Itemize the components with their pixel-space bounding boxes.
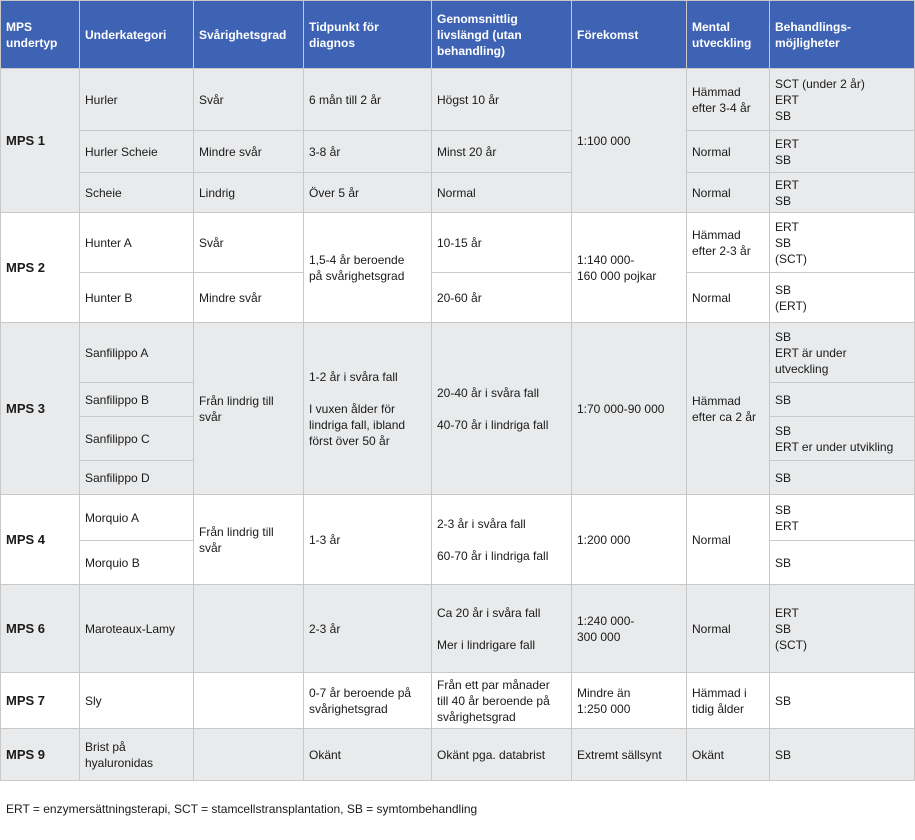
treatment-cell: SB (ERT) bbox=[770, 273, 915, 323]
diagnosis-cell: 6 mån till 2 år bbox=[304, 69, 432, 131]
diagnosis-cell: 2-3 år bbox=[304, 585, 432, 673]
mps-subtype-cell: MPS 2 bbox=[1, 213, 80, 323]
mental-cell: Normal bbox=[687, 585, 770, 673]
subcategory-cell: Morquio A bbox=[80, 495, 194, 541]
diagnosis-cell: 3-8 år bbox=[304, 131, 432, 173]
diagnosis-cell: 1-3 år bbox=[304, 495, 432, 585]
col-header-mental-development: Mental utveckling bbox=[687, 1, 770, 69]
treatment-cell: SB bbox=[770, 729, 915, 781]
treatment-cell: SB bbox=[770, 673, 915, 729]
table-row bbox=[1, 673, 915, 729]
life-cell: Okänt pga. databrist bbox=[432, 729, 572, 781]
subcategory-cell: Morquio B bbox=[80, 541, 194, 585]
diagnosis-cell: Över 5 år bbox=[304, 173, 432, 213]
life-cell: Ca 20 år i svåra fall Mer i lindrigare fall bbox=[432, 585, 572, 673]
subcategory-cell: Sanfilippo D bbox=[80, 461, 194, 495]
col-header-mps-subtype: MPS undertyp bbox=[1, 1, 80, 69]
subcategory-cell: Sanfilippo B bbox=[80, 383, 194, 417]
mps-subtype-cell: MPS 9 bbox=[1, 729, 80, 781]
incidence-cell: 1:200 000 bbox=[572, 495, 687, 585]
col-header-severity: Svårighetsgrad bbox=[194, 1, 304, 69]
subcategory-cell: Sanfilippo C bbox=[80, 417, 194, 461]
table-row bbox=[1, 273, 915, 323]
severity-cell: Lindrig bbox=[194, 173, 304, 213]
mental-cell: Normal bbox=[687, 131, 770, 173]
treatment-cell: ERT SB (SCT) bbox=[770, 213, 915, 273]
subcategory-cell: Sanfilippo A bbox=[80, 323, 194, 383]
incidence-cell: 1:70 000-90 000 bbox=[572, 323, 687, 495]
diagnosis-cell: 1,5-4 år beroende på svårighetsgrad bbox=[304, 213, 432, 323]
table-row bbox=[1, 585, 915, 673]
subcategory-cell: Scheie bbox=[80, 173, 194, 213]
treatment-cell: SB bbox=[770, 383, 915, 417]
table-row bbox=[1, 131, 915, 173]
treatment-cell: ERT SB bbox=[770, 131, 915, 173]
subcategory-cell: Hurler bbox=[80, 69, 194, 131]
mps-subtype-cell: MPS 7 bbox=[1, 673, 80, 729]
mental-cell: Hämmad efter 3-4 år bbox=[687, 69, 770, 131]
treatment-cell: SCT (under 2 år) ERT SB bbox=[770, 69, 915, 131]
severity-cell bbox=[194, 729, 304, 781]
mps-subtype-cell: MPS 4 bbox=[1, 495, 80, 585]
incidence-cell: 1:240 000- 300 000 bbox=[572, 585, 687, 673]
diagnosis-cell: 1-2 år i svåra fall I vuxen ålder för lindriga fall, ibland först över 50 år bbox=[304, 323, 432, 495]
incidence-cell: Mindre än 1:250 000 bbox=[572, 673, 687, 729]
table-row bbox=[1, 495, 915, 541]
incidence-cell: Extremt sällsynt bbox=[572, 729, 687, 781]
life-cell: 20-60 år bbox=[432, 273, 572, 323]
severity-cell: Från lindrig till svår bbox=[194, 323, 304, 495]
life-cell: 2-3 år i svåra fall 60-70 år i lindriga fall bbox=[432, 495, 572, 585]
life-cell: Minst 20 år bbox=[432, 131, 572, 173]
severity-cell: Mindre svår bbox=[194, 273, 304, 323]
life-cell: 20-40 år i svåra fall 40-70 år i lindriga fall bbox=[432, 323, 572, 495]
diagnosis-cell: 0-7 år beroende på svårighetsgrad bbox=[304, 673, 432, 729]
mental-cell: Normal bbox=[687, 495, 770, 585]
life-cell: 10-15 år bbox=[432, 213, 572, 273]
incidence-cell: 1:100 000 bbox=[572, 69, 687, 213]
treatment-cell: SB bbox=[770, 541, 915, 585]
col-header-subcategory: Underkategori bbox=[80, 1, 194, 69]
severity-cell: Svår bbox=[194, 213, 304, 273]
subcategory-cell: Brist på hyaluronidas bbox=[80, 729, 194, 781]
severity-cell bbox=[194, 673, 304, 729]
life-cell: Högst 10 år bbox=[432, 69, 572, 131]
mps-subtype-cell: MPS 1 bbox=[1, 69, 80, 213]
table-row bbox=[1, 69, 915, 131]
subcategory-cell: Maroteaux-Lamy bbox=[80, 585, 194, 673]
mps-subtype-cell: MPS 6 bbox=[1, 585, 80, 673]
treatment-cell: SB bbox=[770, 461, 915, 495]
header-row bbox=[1, 1, 915, 69]
table-row bbox=[1, 323, 915, 383]
subcategory-cell: Hunter A bbox=[80, 213, 194, 273]
subcategory-cell: Hurler Scheie bbox=[80, 131, 194, 173]
subcategory-cell: Hunter B bbox=[80, 273, 194, 323]
mps-subtype-cell: MPS 3 bbox=[1, 323, 80, 495]
table-row bbox=[1, 729, 915, 781]
life-cell: Från ett par månader till 40 år beroende på svårighetsgrad bbox=[432, 673, 572, 729]
mental-cell: Hämmad efter 2-3 år bbox=[687, 213, 770, 273]
mental-cell: Normal bbox=[687, 273, 770, 323]
severity-cell: Svår bbox=[194, 69, 304, 131]
col-header-treatment: Behandlings- möjligheter bbox=[770, 1, 915, 69]
treatment-cell: SB ERT bbox=[770, 495, 915, 541]
treatment-cell: SB ERT är under utveckling bbox=[770, 323, 915, 383]
incidence-cell: 1:140 000- 160 000 pojkar bbox=[572, 213, 687, 323]
table-row bbox=[1, 213, 915, 273]
treatment-cell: SB ERT er under utvikling bbox=[770, 417, 915, 461]
mental-cell: Hämmad i tidig ålder bbox=[687, 673, 770, 729]
col-header-diagnosis-time: Tidpunkt för diagnos bbox=[304, 1, 432, 69]
table-row bbox=[1, 173, 915, 213]
diagnosis-cell: Okänt bbox=[304, 729, 432, 781]
treatment-cell: ERT SB bbox=[770, 173, 915, 213]
col-header-life-expectancy: Genomsnittlig livslängd (utan behandling) bbox=[432, 1, 572, 69]
severity-cell: Från lindrig till svår bbox=[194, 495, 304, 585]
severity-cell bbox=[194, 585, 304, 673]
severity-cell: Mindre svår bbox=[194, 131, 304, 173]
life-cell: Normal bbox=[432, 173, 572, 213]
col-header-incidence: Förekomst bbox=[572, 1, 687, 69]
mental-cell: Hämmad efter ca 2 år bbox=[687, 323, 770, 495]
treatment-cell: ERT SB (SCT) bbox=[770, 585, 915, 673]
subcategory-cell: Sly bbox=[80, 673, 194, 729]
mental-cell: Normal bbox=[687, 173, 770, 213]
footnote: ERT = enzymersättningsterapi, SCT = stamcellstransplantation, SB = symtombehandling bbox=[6, 802, 478, 816]
mental-cell: Okänt bbox=[687, 729, 770, 781]
